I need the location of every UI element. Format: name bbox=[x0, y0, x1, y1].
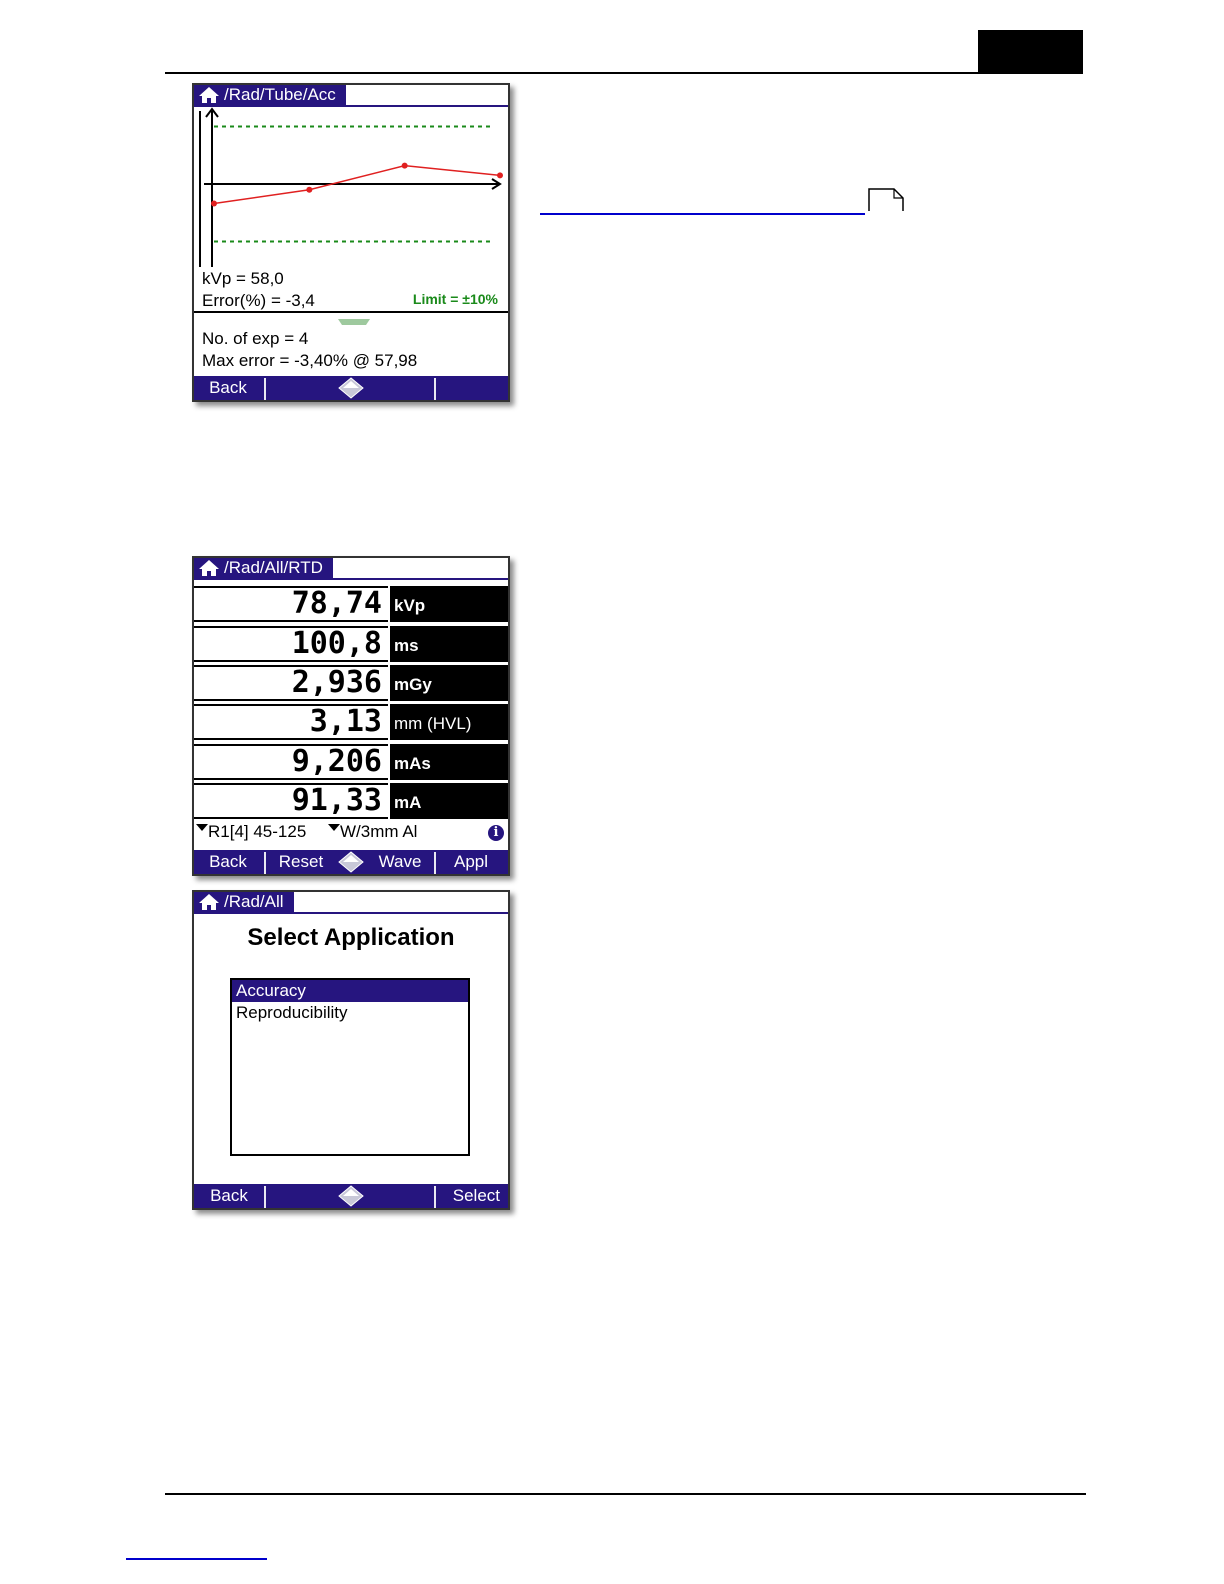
hvl-row[interactable] bbox=[194, 704, 508, 740]
range-dropdown[interactable] bbox=[196, 822, 306, 842]
time-unit: ms bbox=[390, 626, 508, 662]
dose-unit: mGy bbox=[390, 665, 508, 701]
rtd-screen bbox=[192, 556, 510, 876]
cross-reference-link[interactable] bbox=[540, 213, 865, 215]
home-icon[interactable] bbox=[197, 893, 221, 911]
scroll-arrows-icon[interactable] bbox=[337, 1184, 365, 1208]
path-label: /Rad/All bbox=[224, 892, 284, 911]
chapter-tab-block bbox=[978, 30, 1083, 74]
screen-heading: Select Application bbox=[247, 924, 455, 951]
dropdown-arrow-icon bbox=[196, 824, 208, 831]
hvl-unit: mm (HVL) bbox=[390, 704, 508, 740]
page-reference-icon[interactable] bbox=[868, 188, 904, 212]
kvp-accuracy-screen bbox=[192, 83, 510, 402]
mas-row[interactable] bbox=[194, 744, 508, 780]
filter-dropdown[interactable] bbox=[328, 822, 417, 842]
path-tab[interactable] bbox=[194, 85, 346, 105]
select-application-screen bbox=[192, 890, 510, 1210]
command-bar bbox=[194, 850, 508, 874]
error-data-point bbox=[497, 172, 503, 178]
back-button[interactable]: Back bbox=[209, 852, 247, 871]
title-underline bbox=[194, 912, 508, 914]
dose-row[interactable] bbox=[194, 665, 508, 701]
select-button[interactable]: Select bbox=[452, 1186, 500, 1205]
ma-unit: mA bbox=[390, 783, 508, 819]
dropdown-arrow-icon bbox=[328, 824, 340, 831]
path-label: /Rad/Tube/Acc bbox=[224, 85, 336, 104]
hvl-value: 3,13 bbox=[194, 704, 388, 740]
command-bar bbox=[194, 376, 508, 400]
home-icon[interactable] bbox=[197, 86, 221, 104]
list-item-accuracy[interactable]: Accuracy bbox=[232, 980, 468, 1002]
dose-value: 2,936 bbox=[194, 665, 388, 701]
header-rule bbox=[165, 72, 1083, 74]
path-tab[interactable] bbox=[194, 558, 333, 578]
limit-label: Limit = ±10% bbox=[412, 291, 498, 307]
scroll-arrows-icon[interactable] bbox=[337, 850, 365, 874]
range-label: R1[4] 45-125 bbox=[208, 822, 307, 841]
empty-button-2[interactable] bbox=[266, 1184, 336, 1208]
ma-value: 91,33 bbox=[194, 783, 388, 819]
back-button[interactable]: Back bbox=[209, 378, 247, 397]
empty-button-3[interactable] bbox=[366, 1184, 434, 1208]
max-error: Max error = -3,40% @ 57,98 bbox=[202, 351, 418, 370]
ma-row[interactable] bbox=[194, 783, 508, 819]
time-value: 100,8 bbox=[194, 626, 388, 662]
wave-button[interactable]: Wave bbox=[378, 852, 422, 871]
list-item-reproducibility[interactable]: Reproducibility bbox=[236, 1003, 348, 1022]
empty-button-2[interactable] bbox=[266, 376, 336, 400]
error-data-point bbox=[211, 201, 217, 207]
scroll-arrows-icon[interactable] bbox=[337, 376, 365, 400]
application-list[interactable] bbox=[230, 978, 470, 1156]
mas-value: 9,206 bbox=[194, 744, 388, 780]
title-bar bbox=[194, 85, 508, 107]
settings-line bbox=[194, 822, 508, 846]
kvp-value: 78,74 bbox=[194, 586, 388, 622]
empty-button-4[interactable] bbox=[436, 376, 506, 400]
info-icon[interactable]: i bbox=[488, 825, 504, 841]
footer-link[interactable] bbox=[126, 1558, 267, 1560]
num-exposures: No. of exp = 4 bbox=[202, 329, 309, 348]
footer-rule bbox=[165, 1493, 1086, 1495]
kvp-row[interactable] bbox=[194, 586, 508, 622]
error-data-point bbox=[402, 163, 408, 169]
appl-button[interactable]: Appl bbox=[453, 852, 489, 871]
title-bar bbox=[194, 558, 508, 580]
reset-button[interactable]: Reset bbox=[278, 852, 324, 871]
time-row[interactable] bbox=[194, 626, 508, 662]
empty-button-3[interactable] bbox=[366, 376, 434, 400]
mas-unit: mAs bbox=[390, 744, 508, 780]
chart-divider bbox=[194, 311, 508, 313]
back-button[interactable]: Back bbox=[210, 1186, 248, 1205]
home-icon[interactable] bbox=[197, 559, 221, 577]
title-underline bbox=[194, 578, 508, 580]
error-readout: Error(%) = -3,4 bbox=[202, 291, 315, 310]
path-tab[interactable] bbox=[194, 892, 294, 912]
title-bar bbox=[194, 892, 508, 914]
command-bar bbox=[194, 1184, 508, 1208]
filter-label: W/3mm Al bbox=[340, 822, 418, 841]
error-data-point bbox=[306, 187, 312, 193]
drag-handle-icon[interactable] bbox=[336, 318, 372, 326]
path-label: /Rad/All/RTD bbox=[224, 558, 323, 577]
kvp-unit: kVp bbox=[390, 586, 508, 622]
kvp-readout: kVp = 58,0 bbox=[202, 269, 284, 288]
